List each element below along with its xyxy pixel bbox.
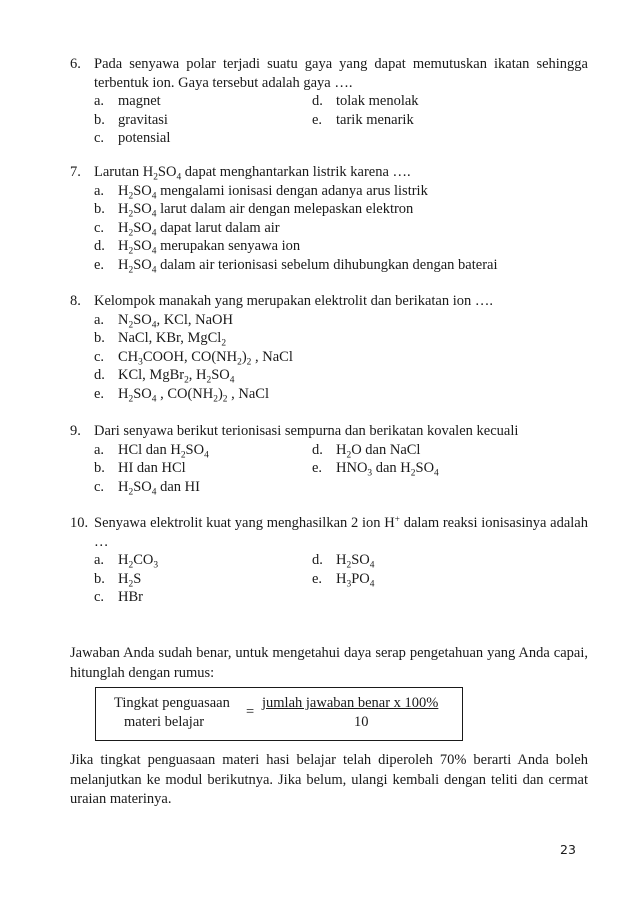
option-e: e. $H_2SO_4$ dalam air terionisasi sebelum dihubungkan dengan baterai xyxy=(94,256,498,276)
option-b: b. gravitasi xyxy=(94,111,168,128)
option-a: a. HCl dan $H_2SO_4$ xyxy=(94,441,209,460)
formula-left-top: Tingkat penguasaan xyxy=(114,695,230,711)
option-a: a. $H_2CO_3$ xyxy=(94,552,159,571)
question-number: 9. xyxy=(70,423,81,439)
question-10 xyxy=(70,514,588,607)
intro-paragraph: Jawaban Anda sudah benar, untuk mengetahui daya serap pengetahuan yang Anda capai, hitunglah dengan rumus: xyxy=(70,645,588,681)
option-a: a. magnet xyxy=(94,93,161,110)
option-a: a. $N_2SO_4$, KCl, NaOH xyxy=(94,311,233,330)
formula-box xyxy=(95,687,463,741)
option-d: d. tolak menolak xyxy=(312,93,419,110)
option-b: b. NaCl, KBr, MgCl$_2$ xyxy=(94,330,227,349)
formula-numerator: jumlah jawaban benar x 100% xyxy=(262,695,439,711)
option-e: e. tarik menarik xyxy=(312,111,414,128)
question-number: 6. xyxy=(70,56,81,72)
option-c: c. potensial xyxy=(94,130,171,147)
option-e: e. $H_3PO_4$ xyxy=(312,570,375,590)
question-8 xyxy=(70,292,588,404)
question-6 xyxy=(70,55,588,148)
option-d: d. $H_2SO_4$ merupakan senyawa ion xyxy=(94,238,301,257)
question-text: Kelompok manakah yang merupakan elektrolit dan berikatan ion …. xyxy=(94,293,494,309)
formula-left-bottom: materi belajar xyxy=(124,714,205,730)
question-number: 7. xyxy=(70,164,81,180)
question-text: Larutan $H_2SO_4$ dapat menghantarkan listrik karena …. xyxy=(94,164,411,183)
option-b: b. $H_2SO_4$ larut dalam air dengan melepaskan elektron xyxy=(94,201,414,220)
question-9 xyxy=(70,422,588,496)
closing-paragraph: Jika tingkat penguasaan materi hasi belajar telah diperoleh 70% berarti Anda boleh melanjutkan ke modul berikutnya. Jika belum, ulangi kembali dengan teliti dan cermat uraian materinya. xyxy=(70,752,588,807)
option-e: e. $HNO_3$ dan $H_2SO_4$ xyxy=(312,460,439,479)
option-d: d. KCl, MgBr$_2$, $H_2SO_4$ xyxy=(94,367,235,386)
question-text: Senyawa elektrolit kuat yang menghasilkan 2 ion H+ dalam reaksi ionisasinya adalah … xyxy=(94,514,588,550)
option-c: c. $H_2SO_4$ dan HI xyxy=(94,478,200,498)
formula-denominator: 10 xyxy=(354,714,369,730)
option-d: d. $H_2SO_4$ xyxy=(312,552,375,571)
option-e: e. $H_2SO_4$ , $CO(NH_2)_2$ , NaCl xyxy=(94,385,269,405)
option-d: d. $H_2O$ dan NaCl xyxy=(312,441,421,460)
question-number: 10. xyxy=(70,515,89,531)
option-b: b. $H_2S$ xyxy=(94,570,142,590)
question-7 xyxy=(70,163,588,275)
option-c: c. $CH_3COOH$, $CO(NH_2)_2$ , NaCl xyxy=(94,348,293,368)
page-number: 23 xyxy=(560,842,576,857)
option-a: a. $H_2SO_4$ mengalami ionisasi dengan adanya arus listrik xyxy=(94,182,428,201)
question-number: 8. xyxy=(70,293,81,309)
option-c: c. HBr xyxy=(94,589,143,606)
option-c: c. $H_2SO_4$ dapat larut dalam air xyxy=(94,219,280,239)
question-text: Dari senyawa berikut terionisasi sempurna dan berikatan kovalen kecuali xyxy=(94,423,519,439)
option-b: b. HI dan HCl xyxy=(94,460,186,477)
formula-equals: = xyxy=(246,704,255,720)
question-text: Pada senyawa polar terjadi suatu gaya yang dapat memutuskan ikatan sehingga terbentuk ion. Gaya tersebut adalah gaya …. xyxy=(94,56,588,91)
